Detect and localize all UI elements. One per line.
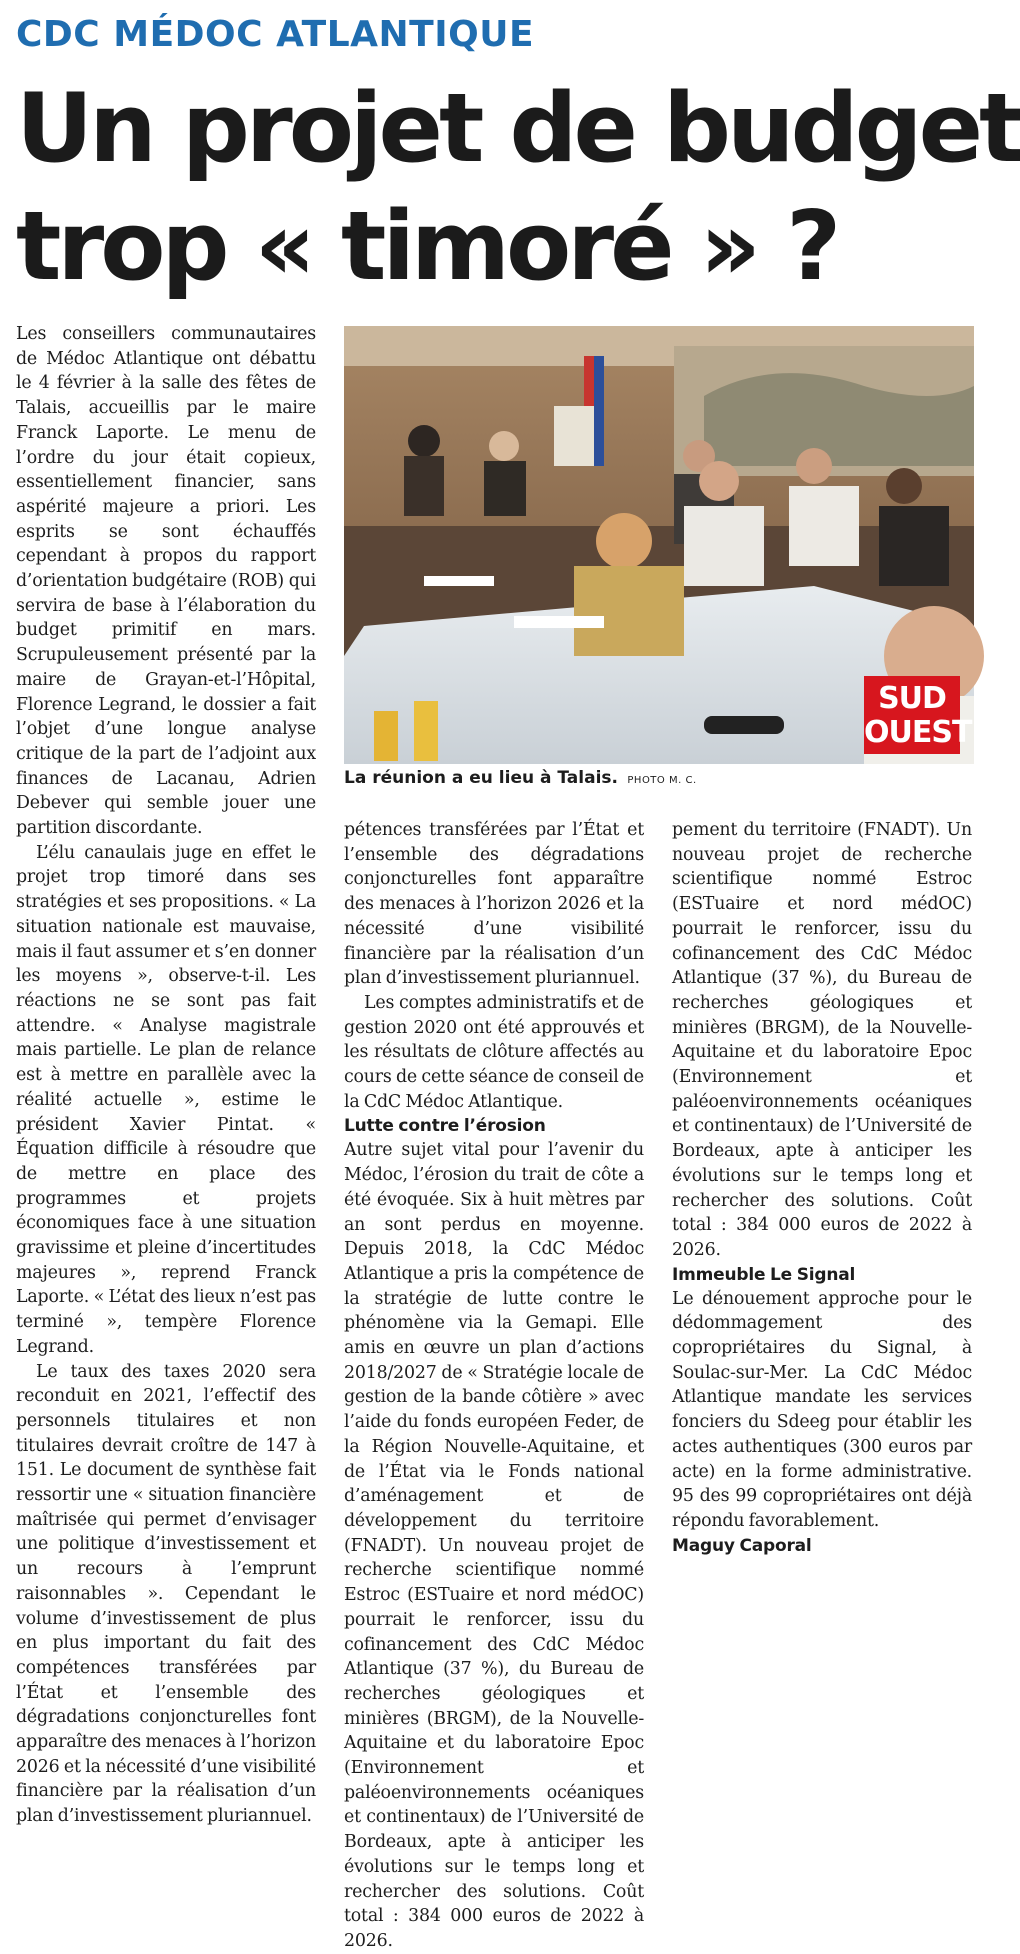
section-kicker: CDC MÉDOC ATLANTIQUE — [16, 14, 535, 55]
photo-caption — [344, 768, 974, 788]
subhead-erosion: Lutte contre l’érosion — [344, 1116, 546, 1137]
paragraph-continuation: pétences transférées par l’État et l’ensemble des dégradations conjoncturelles font apparaître des menaces à l’horizon 2026 et la nécessité d’une visibilité financière par la réalisation d’un plan d’investissement pluriannuel. — [344, 820, 644, 989]
paragraph-erosion-continuation: pement du territoire (FNADT). Un nouveau projet de recherche scientifique nommé Estroc (ESTuaire et nord médOC) pourrait le renforcer, issu du cofinancement des CdC Médoc Atlantique (37 %), du Bureau de recherches géologiques et minières (BRGM), de la Nouvelle-Aquitaine et du laboratoire Epoc (Environnement et paléoenvironnements océaniques et continentaux) de l’Université de Bordeaux, apte à anticiper les évolutions sur le temps long et rechercher des solutions. Coût total : 384 000 euros de 2022 à 2026. — [672, 820, 972, 1260]
author-signature: Maguy Caporal — [672, 1535, 812, 1556]
paragraph-signal: Le dénouement approche pour le dédommagement des copropriétaires du Signal, à Soulac-sur-Mer. La CdC Médoc Atlantique mandate les services fonciers du Sdeeg pour établir les actes authentiques (300 euros par acte) en la forme administrative. 95 des 99 copropriétaires ont déjà répondu favorablement. — [672, 1288, 972, 1531]
headline-line-2: trop « timoré » ? — [16, 192, 838, 302]
article-column-1 — [16, 322, 316, 1827]
logo-line-2: OUEST — [864, 715, 972, 750]
paragraph-reactions: L’élu canaulais juge en effet le projet trop timoré dans ses stratégies et ses propositions. « La situation nationale est mauvaise, mais il faut assumer et s’en donner les moyens », observe-t-il. Les réactions ne se sont pas fait attendre. « Analyse magistrale mais partielle. Le plan de relance est à mettre en parallèle avec la réalité actuelle », estime le président Xavier Pintat. « Équation difficile à résoudre que de mettre en place des programmes et projets économiques face à une situation gravissime et pleine d’incertitudes majeures », reprend Franck Laporte. « L’état des lieux n’est pas terminé », tempère Florence Legrand. — [16, 842, 316, 1357]
headline-line-1: Un projet de budget — [16, 74, 1020, 184]
photo-credit: PHOTO M. C. — [627, 775, 697, 786]
paragraph-comptes: Les comptes administratifs et de gestion 2020 ont été approuvés et les résultats de clôture affectés au cours de cette séance de conseil de la CdC Médoc Atlantique. — [344, 992, 644, 1112]
sud-ouest-logo — [864, 676, 972, 754]
paragraph-taxes: Le taux des taxes 2020 sera reconduit en 2021, l’effectif des personnels titulaires et non titulaires devrait croître de 147 à 151. Le document de synthèse fait ressortir une « situation financière maîtrisée qui permet d’envisager une politique d’investissement et un recours à l’emprunt raisonnables ». Cependant le volume d’investissement de plus en plus important du fait des compétences transférées par l’État et l’ensemble des dégradations conjoncturelles font apparaître des menaces à l’horizon 2026 et la nécessité d’une visibilité financière par la réalisation d’un plan d’investissement pluriannuel. — [16, 1361, 316, 1827]
meeting-photo — [344, 326, 974, 764]
article-column-2 — [344, 818, 644, 1951]
paragraph-erosion: Autre sujet vital pour l’avenir du Médoc, l’érosion du trait de côte a été évoquée. Six à huit mètres par an sont perdus en moyenne. Depuis 2018, la CdC Médoc Atlantique a pris la compétence de la stratégie de lutte contre le phénomène via la Gemapi. Elle amis en œuvre un plan d’actions 2018/2027 de « Stratégie locale de gestion de la bande côtière » avec l’aide du fonds européen Feder, de la Région Nouvelle-Aquitaine, et de l’État via le Fonds national d’aménagement et de développement du territoire (FNADT). Un nouveau projet de recherche scientifique nommé Estroc (ESTuaire et nord médOC) pourrait le renforcer, issu du cofinancement des CdC Médoc Atlantique (37 %), du Bureau de recherches géologiques et minières (BRGM), de la Nouvelle-Aquitaine et du laboratoire Epoc (Environnement et paléoenvironnements océaniques et continentaux) de l’Université de Bordeaux, apte à anticiper les évolutions sur le temps long et rechercher des solutions. Coût total : 384 000 euros de 2022 à 2026. — [344, 1140, 644, 1951]
article-column-3 — [672, 818, 972, 1556]
paragraph-intro: Les conseillers communautaires de Médoc Atlantique ont débattu le 4 février à la salle des fêtes de Talais, accueillis par le maire Franck Laporte. Le menu de l’ordre du jour était copieux, essentiellement financier, sans aspérité majeure a priori. Les esprits se sont échauffés cependant à propos du rapport d’orientation budgétaire (ROB) qui servira de base à l’élaboration du budget primitif en mars. Scrupuleusement présenté par la maire de Grayan-et-l’Hôpital, Florence Legrand, le dossier a fait l’objet d’une longue analyse critique de la part de l’adjoint aux finances de Lacanau, Adrien Debever qui semble jouer une partition discordante. — [16, 324, 316, 839]
caption-text: La réunion a eu lieu à Talais. — [344, 768, 618, 788]
subhead-signal: Immeuble Le Signal — [672, 1264, 856, 1285]
logo-line-1: SUD — [878, 681, 946, 716]
headline — [16, 70, 1020, 306]
